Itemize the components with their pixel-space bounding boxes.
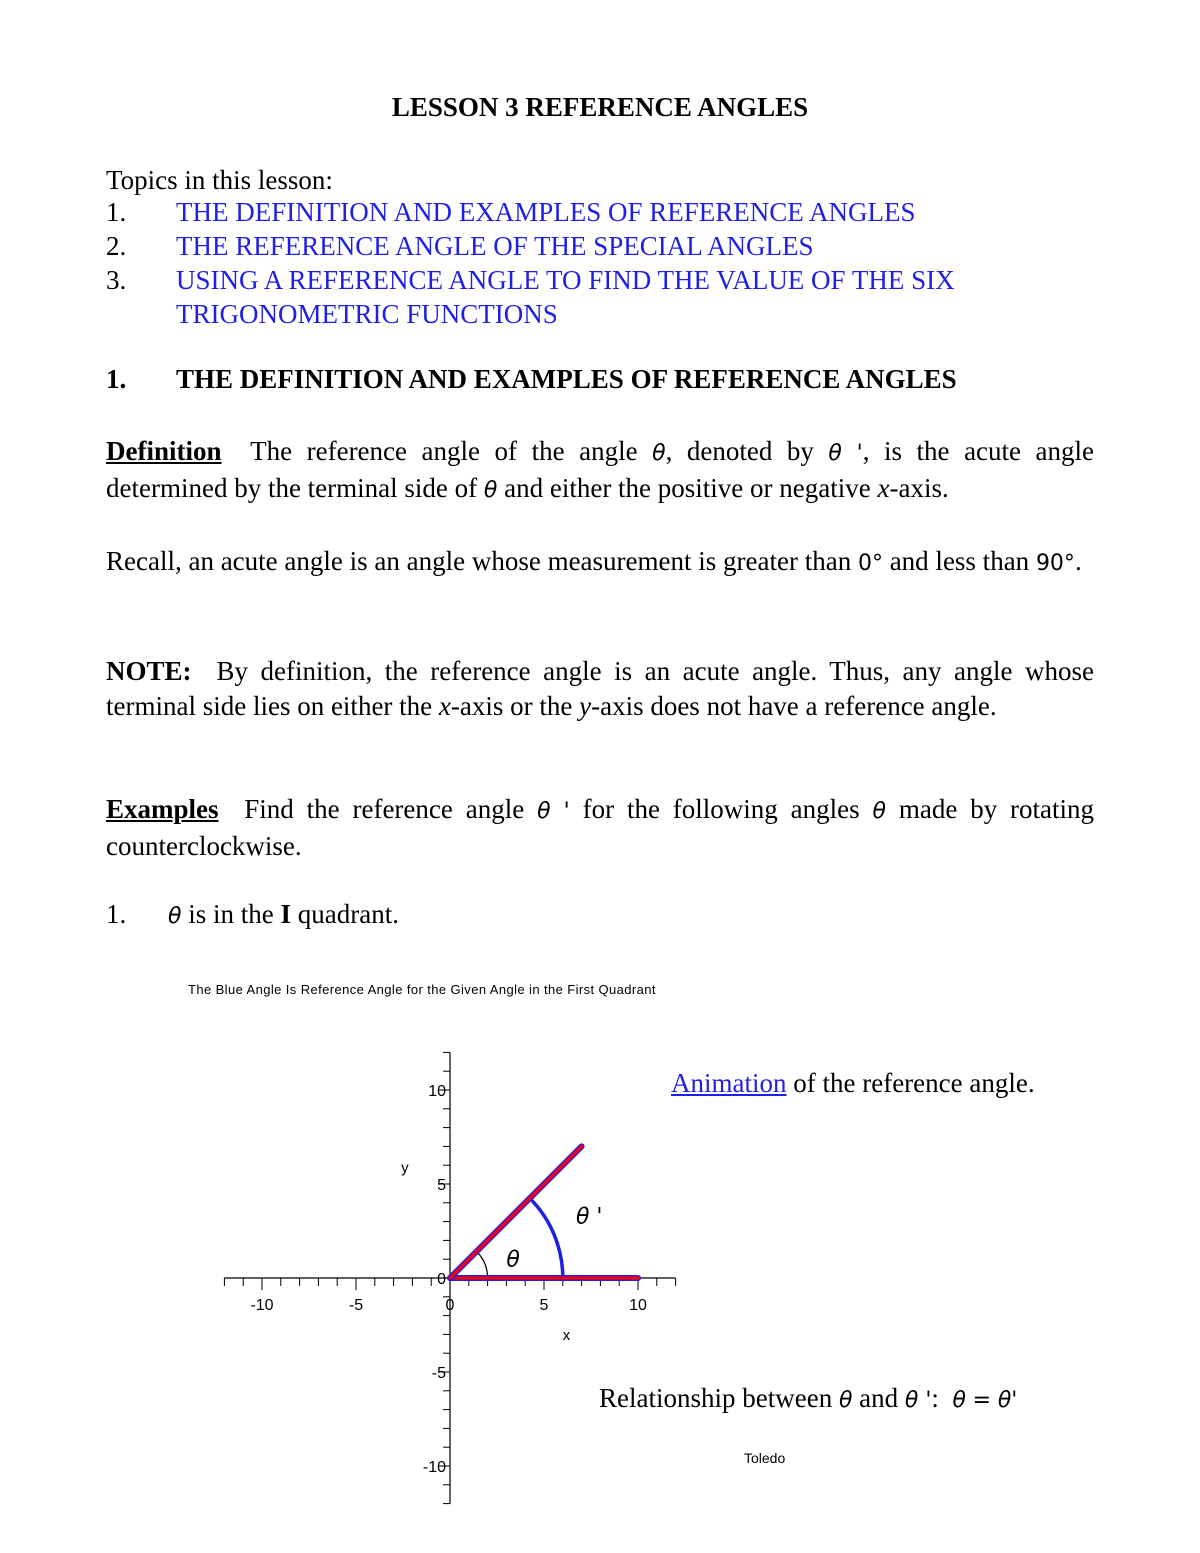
topic-2-link[interactable]: THE REFERENCE ANGLE OF THE SPECIAL ANGLES	[176, 231, 814, 261]
y-tick-label: 5	[437, 1177, 446, 1194]
recall-text: Recall, an acute angle is an angle whose measurement is greater than	[106, 546, 852, 576]
x-tick-label: -5	[348, 1297, 364, 1314]
y-tick-label: -10	[422, 1459, 446, 1476]
y-tick-label: 0	[437, 1271, 446, 1288]
topic-3-line2: TRIGONOMETRIC FUNCTIONS	[176, 299, 558, 329]
examples-text: for the following angles	[582, 794, 860, 824]
x-axis-label: x	[562, 1327, 571, 1344]
y-tick-label: 10	[428, 1083, 446, 1100]
x-tick-label: 5	[539, 1297, 549, 1314]
definition-label: Definition	[106, 436, 222, 466]
reference-angle-arc	[530, 1198, 563, 1278]
relationship-line	[599, 1383, 1017, 1414]
animation-text: of the reference angle.	[793, 1068, 1035, 1098]
x-tick-label: 0	[445, 1297, 455, 1314]
definition-text: and either the positive or negative	[504, 473, 871, 503]
y-axis-label: y	[401, 1159, 409, 1177]
animation-line	[671, 1068, 1035, 1099]
theta-symbol: θ	[168, 904, 182, 929]
plot-series	[450, 1146, 638, 1278]
topic-3-number: 3.	[106, 265, 127, 295]
note-text: By definition, the reference angle is an acute angle. Thus, any angle whose terminal side lies on either the	[106, 656, 1095, 721]
note-label: NOTE:	[106, 656, 192, 686]
plot-title: The Blue Angle Is Reference Angle for the Given Angle in the First Quadrant	[188, 982, 656, 997]
section-1-number: 1.	[106, 364, 127, 394]
theta-symbol: θ	[652, 441, 666, 466]
theta-symbol: θ	[838, 1388, 853, 1413]
recall-text: and less than	[889, 546, 1030, 576]
x-tick-label: 10	[629, 1297, 647, 1314]
definition-text: , is the acute angle determined by the terminal side of	[106, 436, 1095, 503]
section-1-heading: THE DEFINITION AND EXAMPLES OF REFERENCE ANGLES	[176, 364, 957, 394]
example-1-number: 1.	[106, 899, 127, 929]
examples-text: Find the reference angle	[244, 794, 525, 824]
note-text: -axis does not have a reference angle.	[591, 691, 997, 721]
example-1-text-part: is in the	[188, 899, 274, 929]
y-variable: y	[579, 691, 592, 721]
relationship-text: :	[931, 1383, 939, 1413]
page-title: LESSON 3 REFERENCE ANGLES	[391, 92, 809, 122]
x-tick-label: -10	[250, 1297, 274, 1314]
topics-heading: Topics in this lesson:	[106, 165, 333, 195]
quadrant-numeral: I	[280, 899, 291, 929]
theta-prime-symbol: θ '	[904, 1388, 932, 1413]
recall-text: .	[1074, 546, 1082, 576]
theta-symbol: θ	[483, 478, 498, 503]
definition-text: The reference angle of the angle	[250, 436, 638, 466]
zero-degrees: 0°	[857, 551, 883, 576]
definition-text: -axis.	[889, 473, 949, 503]
x-variable: x	[438, 691, 451, 721]
examples-label: Examples	[106, 794, 219, 824]
y-tick-label: -5	[431, 1365, 446, 1382]
theta-prime-symbol: θ '	[537, 799, 570, 824]
theta-prime-symbol: θ '	[828, 441, 863, 466]
animation-link[interactable]: Animation	[671, 1068, 787, 1098]
topic-1-number: 1.	[106, 197, 127, 227]
topic-2-number: 2.	[106, 231, 127, 261]
definition-text: , denoted by	[665, 436, 814, 466]
theta-prime-symbol: θ'	[997, 1388, 1018, 1413]
examples-text: made by rotating counterclockwise.	[106, 794, 1095, 861]
theta-symbol: θ	[952, 1388, 966, 1413]
topic-3-line1: USING A REFERENCE ANGLE TO FIND THE VALUE OF THE SIX	[176, 265, 955, 295]
theta-arc	[477, 1251, 488, 1278]
equals-sign: =	[972, 1388, 992, 1413]
x-variable: x	[877, 473, 890, 503]
relationship-text: Relationship between	[599, 1383, 833, 1413]
plot-footer: Toledo	[744, 1450, 786, 1466]
example-1-text-part: quadrant.	[297, 899, 399, 929]
theta-symbol: θ	[872, 799, 886, 824]
relationship-text: and	[859, 1383, 899, 1413]
ninety-degrees: 90°	[1035, 551, 1075, 576]
note-text: -axis or the	[450, 691, 573, 721]
topic-1-link[interactable]: THE DEFINITION AND EXAMPLES OF REFERENCE ANGLES	[176, 197, 916, 227]
theta-angle-label: θ	[506, 1247, 520, 1273]
reference-angle-label: θ '	[575, 1204, 603, 1230]
